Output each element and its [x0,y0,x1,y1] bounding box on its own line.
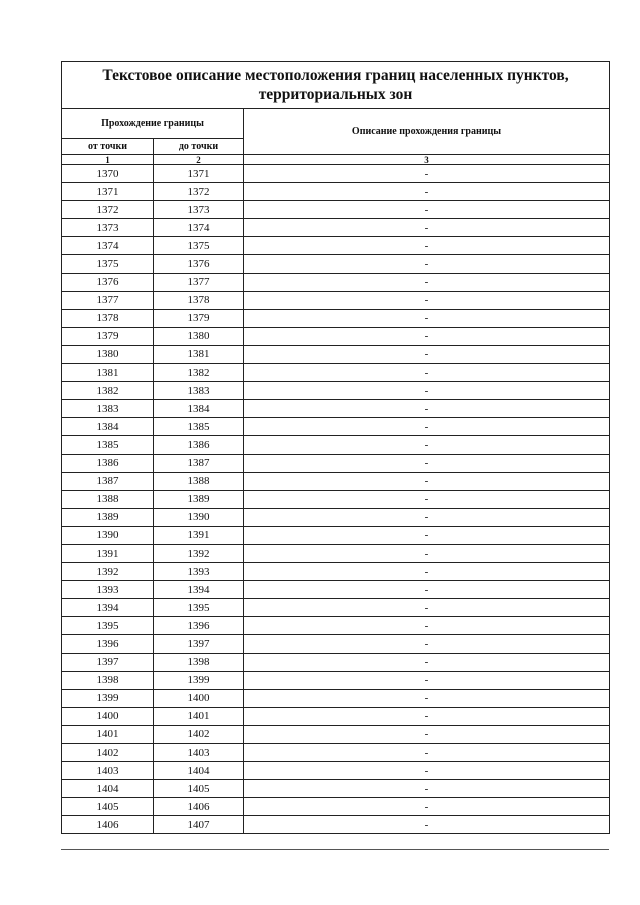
description-cell: - [244,273,610,291]
to-point-cell: 1394 [154,581,244,599]
description-cell: - [244,454,610,472]
from-point-cell: 1394 [62,599,154,617]
from-point-cell: 1370 [62,165,154,183]
from-point-cell: 1382 [62,382,154,400]
from-point-cell: 1399 [62,689,154,707]
description-cell: - [244,725,610,743]
to-point-cell: 1386 [154,436,244,454]
to-point-cell: 1395 [154,599,244,617]
description-cell: - [244,291,610,309]
from-point-cell: 1376 [62,273,154,291]
description-cell: - [244,526,610,544]
to-point-cell: 1374 [154,219,244,237]
table-row [62,635,610,653]
table-row [62,165,610,183]
description-cell: - [244,707,610,725]
description-cell: - [244,744,610,762]
description-cell: - [244,563,610,581]
description-cell: - [244,689,610,707]
description-cell: - [244,780,610,798]
from-point-cell: 1396 [62,635,154,653]
from-point-cell: 1385 [62,436,154,454]
from-point-cell: 1402 [62,744,154,762]
header-row-1 [62,109,610,139]
description-cell: - [244,418,610,436]
title-line-2: территориальных зон [258,86,413,103]
to-point-cell: 1380 [154,327,244,345]
from-point-cell: 1384 [62,418,154,436]
description-cell: - [244,364,610,382]
from-point-cell: 1391 [62,544,154,562]
to-point-cell: 1400 [154,689,244,707]
from-point-cell: 1383 [62,400,154,418]
table-row [62,508,610,526]
document-title [62,62,610,109]
table-row [62,472,610,490]
from-point-cell: 1392 [62,563,154,581]
description-cell: - [244,490,610,508]
header-description: Описание прохождения границы [244,109,610,155]
table-row [62,382,610,400]
from-point-cell: 1381 [62,364,154,382]
description-cell: - [244,327,610,345]
from-point-cell: 1386 [62,454,154,472]
column-number-3: 3 [244,155,610,165]
to-point-cell: 1401 [154,707,244,725]
table-row [62,653,610,671]
description-cell: - [244,165,610,183]
table-row [62,454,610,472]
to-point-cell: 1373 [154,201,244,219]
to-point-cell: 1372 [154,183,244,201]
description-cell: - [244,762,610,780]
table-row [62,237,610,255]
table-row [62,183,610,201]
from-point-cell: 1380 [62,345,154,363]
table-row [62,436,610,454]
from-point-cell: 1400 [62,707,154,725]
to-point-cell: 1405 [154,780,244,798]
from-point-cell: 1374 [62,237,154,255]
from-point-cell: 1393 [62,581,154,599]
to-point-cell: 1379 [154,309,244,327]
table-row [62,490,610,508]
to-point-cell: 1381 [154,345,244,363]
table-row [62,273,610,291]
boundary-description-document [61,61,609,834]
from-point-cell: 1390 [62,526,154,544]
table-row [62,364,610,382]
to-point-cell: 1398 [154,653,244,671]
table-row [62,599,610,617]
to-point-cell: 1376 [154,255,244,273]
description-cell: - [244,255,610,273]
description-cell: - [244,671,610,689]
from-point-cell: 1375 [62,255,154,273]
description-cell: - [244,816,610,834]
table-row [62,581,610,599]
to-point-cell: 1391 [154,526,244,544]
from-point-cell: 1373 [62,219,154,237]
description-cell: - [244,544,610,562]
from-point-cell: 1389 [62,508,154,526]
table-row [62,762,610,780]
description-cell: - [244,599,610,617]
to-point-cell: 1385 [154,418,244,436]
table-row [62,563,610,581]
header-from-point: от точки [62,139,154,155]
to-point-cell: 1393 [154,563,244,581]
description-cell: - [244,581,610,599]
from-point-cell: 1379 [62,327,154,345]
from-point-cell: 1388 [62,490,154,508]
to-point-cell: 1396 [154,617,244,635]
description-cell: - [244,183,610,201]
table-row [62,327,610,345]
table-row [62,544,610,562]
from-point-cell: 1377 [62,291,154,309]
from-point-cell: 1406 [62,816,154,834]
table-row [62,400,610,418]
table-row [62,780,610,798]
column-number-1: 1 [62,155,154,165]
to-point-cell: 1382 [154,364,244,382]
table-row [62,345,610,363]
from-point-cell: 1372 [62,201,154,219]
to-point-cell: 1371 [154,165,244,183]
table-row [62,255,610,273]
to-point-cell: 1406 [154,798,244,816]
description-cell: - [244,635,610,653]
description-cell: - [244,219,610,237]
from-point-cell: 1397 [62,653,154,671]
table-row [62,617,610,635]
table-row [62,689,610,707]
from-point-cell: 1403 [62,762,154,780]
to-point-cell: 1390 [154,508,244,526]
to-point-cell: 1375 [154,237,244,255]
table-row [62,816,610,834]
from-point-cell: 1371 [62,183,154,201]
to-point-cell: 1407 [154,816,244,834]
to-point-cell: 1383 [154,382,244,400]
bottom-rule [61,849,609,850]
table-row [62,526,610,544]
title-line-1: Текстовое описание местоположения границ населенных пунктов, [102,67,569,84]
column-number-2: 2 [154,155,244,165]
description-cell: - [244,508,610,526]
table-row [62,309,610,327]
table-row [62,201,610,219]
table-row [62,219,610,237]
description-cell: - [244,617,610,635]
from-point-cell: 1405 [62,798,154,816]
to-point-cell: 1397 [154,635,244,653]
from-point-cell: 1398 [62,671,154,689]
table-row [62,418,610,436]
table-row [62,744,610,762]
to-point-cell: 1403 [154,744,244,762]
column-number-row [62,155,610,165]
to-point-cell: 1377 [154,273,244,291]
to-point-cell: 1388 [154,472,244,490]
boundary-table [61,61,610,834]
description-cell: - [244,798,610,816]
description-cell: - [244,472,610,490]
table-row [62,707,610,725]
table-row [62,725,610,743]
to-point-cell: 1392 [154,544,244,562]
to-point-cell: 1404 [154,762,244,780]
to-point-cell: 1399 [154,671,244,689]
header-boundary-passage: Прохождение границы [62,109,244,139]
description-cell: - [244,201,610,219]
to-point-cell: 1389 [154,490,244,508]
description-cell: - [244,436,610,454]
table-row [62,671,610,689]
to-point-cell: 1384 [154,400,244,418]
from-point-cell: 1404 [62,780,154,798]
description-cell: - [244,345,610,363]
from-point-cell: 1401 [62,725,154,743]
description-cell: - [244,653,610,671]
from-point-cell: 1378 [62,309,154,327]
to-point-cell: 1387 [154,454,244,472]
from-point-cell: 1395 [62,617,154,635]
description-cell: - [244,400,610,418]
to-point-cell: 1378 [154,291,244,309]
table-row [62,291,610,309]
from-point-cell: 1387 [62,472,154,490]
description-cell: - [244,237,610,255]
to-point-cell: 1402 [154,725,244,743]
title-row [62,62,610,109]
description-cell: - [244,382,610,400]
description-cell: - [244,309,610,327]
header-to-point: до точки [154,139,244,155]
table-row [62,798,610,816]
